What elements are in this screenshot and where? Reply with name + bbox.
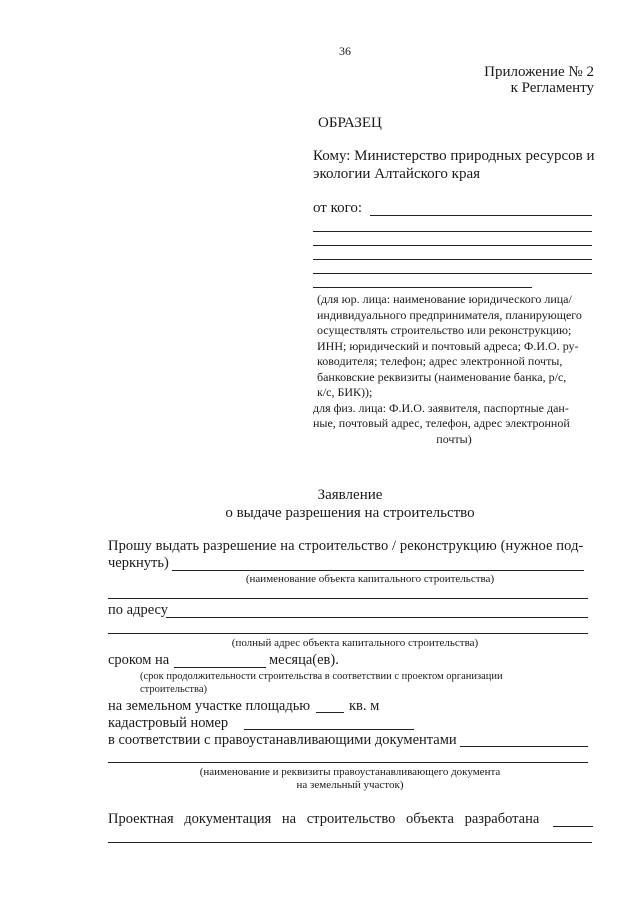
term-unit: месяца(ев). — [269, 652, 339, 668]
address-caption: (полный адрес объекта капитального строительства) — [231, 637, 479, 649]
note-line: для физ. лица: Ф.И.О. заявителя, паспортные дан- — [313, 400, 569, 415]
cadastral-label: кадастровый номер — [108, 715, 229, 731]
from-label: от кого: — [313, 200, 363, 216]
term-caption-line-2: строительства) — [140, 684, 207, 695]
note-line: (для юр. лица: наименование юридического лица/ — [317, 292, 572, 306]
note-line: к/с, БИК)); — [317, 385, 373, 399]
applicant-note-legal — [313, 292, 595, 401]
term-label: сроком на — [108, 652, 170, 668]
applicant-note — [313, 292, 595, 447]
note-line: индивидуального предпринимателя, планирующего — [317, 307, 582, 322]
docs-caption-line-1: (наименование и реквизиты правоустанавливающего документа — [199, 766, 501, 778]
from-field-line-4[interactable] — [313, 259, 592, 260]
object-name-field[interactable] — [172, 570, 584, 571]
object-name-field-2[interactable] — [108, 598, 588, 599]
page-number: 36 — [339, 44, 351, 58]
document-subtitle: о выдаче разрешения на строительство — [225, 505, 475, 521]
appendix-line-1: Приложение № 2 — [484, 64, 594, 80]
address-field-2[interactable] — [108, 633, 588, 634]
term-caption-line-1: (срок продолжительности строительства в соответствии с проектом организации — [140, 671, 503, 682]
docs-field-1[interactable] — [460, 746, 588, 747]
address-field-1[interactable] — [166, 617, 588, 618]
docs-label: в соответствии с правоустанавливающими документами — [108, 732, 457, 748]
applicant-note-physical — [313, 401, 595, 448]
from-field-line-6[interactable] — [313, 287, 532, 288]
plot-label: на земельном участке площадью — [108, 698, 311, 714]
from-field-line-1[interactable] — [370, 215, 592, 216]
appendix-line-2: к Регламенту — [510, 80, 594, 96]
request-line-2: черкнуть) — [108, 555, 169, 571]
request-line-1: Прошу выдать разрешение на строительство / реконструкцию (нужное под- — [108, 538, 584, 554]
note-line: ные, почтовый адрес, телефон, адрес электронной — [313, 416, 570, 430]
project-field-1[interactable] — [553, 826, 593, 827]
from-field-line-2[interactable] — [313, 231, 592, 232]
note-line: банковские реквизиты (наименование банка, р/с, — [317, 369, 567, 384]
plot-unit: кв. м — [349, 698, 380, 714]
note-line: ководителя; телефон; адрес электронной почты, — [317, 354, 563, 368]
plot-area-field[interactable] — [316, 712, 344, 713]
project-label: Проектная документация на строительство объекта разработана — [108, 811, 540, 827]
from-field-line-5[interactable] — [313, 273, 592, 274]
note-line: осуществлять строительство или реконструкцию; — [317, 323, 572, 337]
document-title: Заявление — [317, 487, 383, 503]
note-line: почты) — [436, 431, 472, 446]
sample-label: ОБРАЗЕЦ — [318, 115, 382, 131]
note-line: ИНН; юридический и почтовый адреса; Ф.И.О. ру- — [317, 338, 579, 353]
addressee-line-1: Кому: Министерство природных ресурсов и — [313, 148, 595, 164]
object-caption: (наименование объекта капитального строительства) — [245, 573, 495, 585]
term-field[interactable] — [174, 667, 266, 668]
docs-field-2[interactable] — [108, 762, 588, 763]
from-field-line-3[interactable] — [313, 245, 592, 246]
cadastral-field[interactable] — [244, 729, 414, 730]
project-field-2[interactable] — [108, 842, 592, 843]
docs-caption-line-2: на земельный участок) — [296, 779, 404, 791]
addressee-line-2: экологии Алтайского края — [313, 166, 481, 182]
address-label: по адресу — [108, 602, 168, 618]
